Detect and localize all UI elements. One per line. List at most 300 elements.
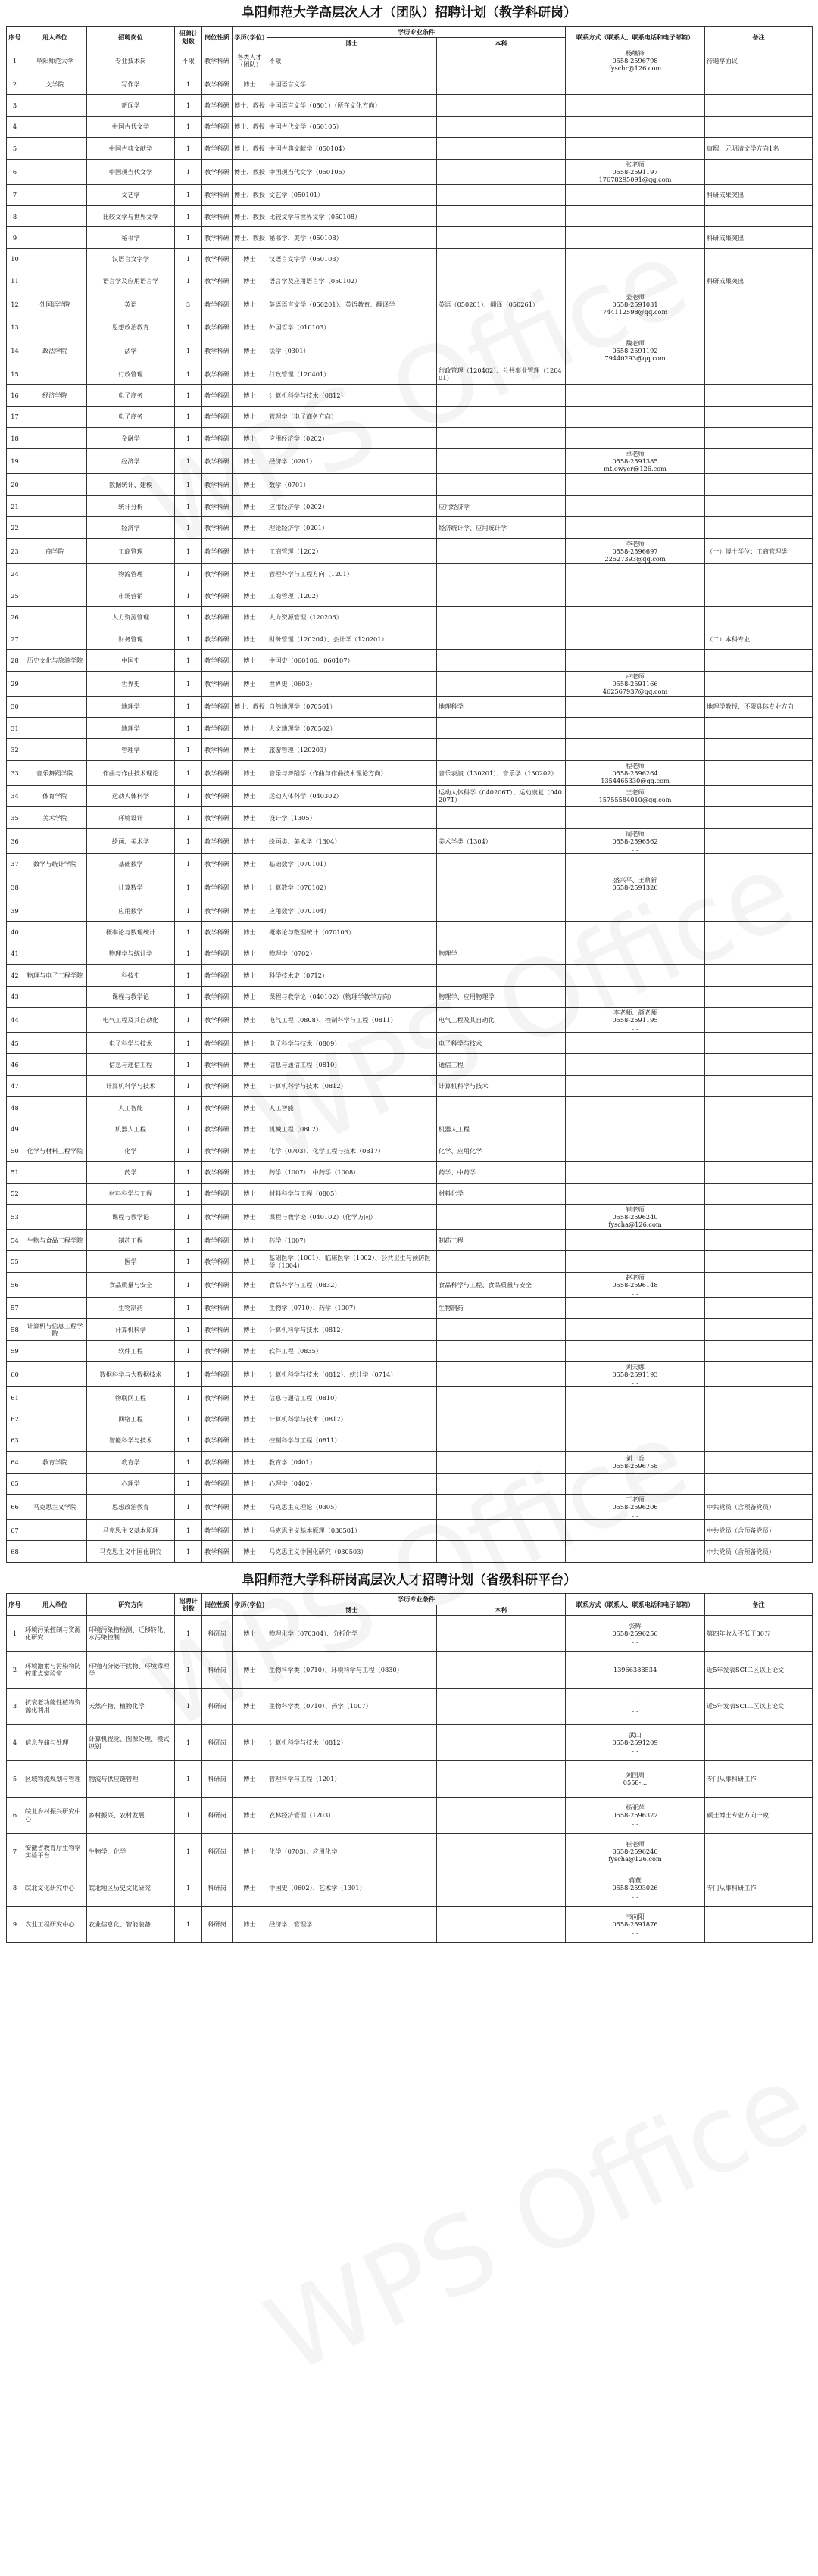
cell-direction: 天然产物、植物化学 — [87, 1688, 175, 1724]
cell-bachelor-major — [437, 184, 566, 205]
table-row — [7, 1032, 813, 1053]
cell-remark — [705, 1032, 813, 1053]
cell-contact — [566, 965, 705, 986]
cell-nature: 教学科研 — [202, 1386, 233, 1408]
cell-remark: 康熙、元明清文学方向1名 — [705, 138, 813, 159]
cell-unit — [23, 270, 87, 292]
cell-degree: 博士 — [233, 1162, 267, 1183]
cell-degree: 博士 — [233, 760, 267, 785]
cell-bachelor-major — [437, 965, 566, 986]
cell-contact — [566, 650, 705, 671]
cell-contact: 杨继锋 0558-2596798 fyschr@126.com — [566, 48, 705, 73]
cell-phd-major: 应用经济学（0202） — [267, 428, 437, 449]
cell-unit — [23, 138, 87, 159]
cell-nature: 教学科研 — [202, 717, 233, 738]
table-row — [7, 538, 813, 563]
table-row — [7, 1870, 813, 1906]
cell-post: 教育学 — [87, 1452, 175, 1473]
cell-unit: 数学与统计学院 — [23, 853, 87, 875]
cell-unit — [23, 1205, 87, 1230]
table-row — [7, 270, 813, 292]
cell-bachelor-major — [437, 739, 566, 760]
cell-nature: 教学科研 — [202, 116, 233, 137]
header-unit: 用人单位 — [23, 1593, 87, 1615]
cell-seq: 63 — [7, 1430, 23, 1451]
cell-phd-major: 马克思主义理论（0305） — [267, 1494, 437, 1519]
table-row — [7, 1473, 813, 1494]
cell-phd-major: 设计学（1305） — [267, 807, 437, 828]
table-row — [7, 1340, 813, 1361]
cell-contact: 张辉 0558-2596256 ... — [566, 1615, 705, 1651]
header-remark: 备注 — [705, 1593, 813, 1615]
cell-count: 1 — [175, 1361, 202, 1386]
table-row — [7, 965, 813, 986]
cell-unit — [23, 875, 87, 900]
cell-degree: 博士 — [233, 1007, 267, 1032]
cell-post: 电气工程及其自动化 — [87, 1007, 175, 1032]
cell-phd-major: 食品科学与工程（0832） — [267, 1272, 437, 1297]
cell-post: 生物制药 — [87, 1297, 175, 1318]
cell-post: 思想政治教育 — [87, 317, 175, 338]
cell-bachelor-major — [437, 116, 566, 137]
cell-phd-major: 生物学（0710）、药学（1007） — [267, 1297, 437, 1318]
cell-unit — [23, 922, 87, 943]
cell-count: 1 — [175, 1054, 202, 1075]
cell-unit: 安徽省教育厅生物学实验平台 — [23, 1833, 87, 1870]
table-row — [7, 449, 813, 474]
cell-count: 1 — [175, 184, 202, 205]
cell-bachelor-major — [437, 317, 566, 338]
cell-contact: 卓老师 0558-2591385 mtlowyer@126.com — [566, 449, 705, 474]
cell-nature: 教学科研 — [202, 650, 233, 671]
cell-phd-major: 中国古代文学（050105） — [267, 116, 437, 137]
cell-post: 机器人工程 — [87, 1118, 175, 1140]
cell-phd-major: 化学（0703）、化学工程与技术（0817） — [267, 1140, 437, 1161]
cell-bachelor-major — [437, 48, 566, 73]
cell-post: 思想政治教育 — [87, 1494, 175, 1519]
cell-degree: 博士 — [233, 1140, 267, 1161]
cell-unit — [23, 1097, 87, 1118]
cell-bachelor-major: 计算机科学与技术 — [437, 1075, 566, 1096]
research-post-table — [6, 1593, 813, 1943]
cell-seq: 8 — [7, 1870, 23, 1906]
cell-contact: 赵老师 0558-2596148 ... — [566, 1272, 705, 1297]
cell-contact — [566, 1183, 705, 1204]
cell-remark — [705, 853, 813, 875]
cell-remark — [705, 449, 813, 474]
cell-remark: 专门从事科研工作 — [705, 1760, 813, 1797]
table-row — [7, 1452, 813, 1473]
cell-remark — [705, 73, 813, 95]
cell-post: 新闻学 — [87, 95, 175, 116]
cell-bachelor-major — [437, 1519, 566, 1540]
cell-count: 1 — [175, 717, 202, 738]
cell-remark — [705, 406, 813, 427]
cell-contact — [566, 986, 705, 1007]
cell-remark — [705, 116, 813, 137]
cell-bachelor-major — [437, 1473, 566, 1494]
cell-nature: 教学科研 — [202, 760, 233, 785]
cell-phd-major: 电气工程（0808）、控制科学与工程（0811） — [267, 1007, 437, 1032]
cell-post: 市场营销 — [87, 585, 175, 607]
cell-phd-major: 信息与通信工程（0810） — [267, 1054, 437, 1075]
cell-count: 1 — [175, 1386, 202, 1408]
cell-unit — [23, 1075, 87, 1096]
cell-post: 管理学 — [87, 739, 175, 760]
cell-seq: 43 — [7, 986, 23, 1007]
cell-contact — [566, 1118, 705, 1140]
cell-seq: 34 — [7, 785, 23, 806]
cell-contact: 刘国周 0558-... — [566, 1760, 705, 1797]
cell-unit: 化学与材料工程学院 — [23, 1140, 87, 1161]
cell-contact: 卢老师 0558-2591166 462567937@qq.com — [566, 671, 705, 696]
cell-degree: 博士 — [233, 943, 267, 964]
cell-phd-major: 行政管理（120401） — [267, 363, 437, 384]
cell-nature: 教学科研 — [202, 1340, 233, 1361]
cell-nature: 科研岗 — [202, 1688, 233, 1724]
cell-count: 1 — [175, 943, 202, 964]
cell-nature: 科研岗 — [202, 1870, 233, 1906]
cell-seq: 15 — [7, 363, 23, 384]
cell-count: 1 — [175, 696, 202, 717]
cell-count: 1 — [175, 1760, 202, 1797]
header-count: 招聘计划数 — [175, 27, 202, 48]
cell-count: 1 — [175, 95, 202, 116]
header-post: 招聘岗位 — [87, 27, 175, 48]
cell-seq: 24 — [7, 563, 23, 585]
header-major: 学历专业条件 — [267, 27, 566, 38]
cell-seq: 3 — [7, 1688, 23, 1724]
cell-remark — [705, 585, 813, 607]
cell-degree: 博士 — [233, 807, 267, 828]
cell-count: 1 — [175, 922, 202, 943]
table-row — [7, 807, 813, 828]
cell-direction: 计算机视觉、图像处理、模式识别 — [87, 1724, 175, 1760]
cell-bachelor-major — [437, 270, 566, 292]
cell-nature: 教学科研 — [202, 292, 233, 317]
cell-remark: 硕士博士专业方向一致 — [705, 1797, 813, 1833]
cell-post: 人工智能 — [87, 1097, 175, 1118]
cell-unit — [23, 406, 87, 427]
cell-bachelor-major — [437, 875, 566, 900]
cell-unit — [23, 317, 87, 338]
cell-seq: 4 — [7, 1724, 23, 1760]
cell-phd-major: 化学（0703）、应用化学 — [267, 1833, 437, 1870]
cell-post: 电子商务 — [87, 406, 175, 427]
cell-contact — [566, 607, 705, 628]
cell-phd-major: 人文地理学（070502） — [267, 717, 437, 738]
cell-count: 1 — [175, 538, 202, 563]
cell-unit — [23, 1183, 87, 1204]
cell-remark — [705, 1386, 813, 1408]
cell-bachelor-major — [437, 1760, 566, 1797]
cell-remark — [705, 1118, 813, 1140]
cell-phd-major: 概率论与数理统计（070103） — [267, 922, 437, 943]
cell-seq: 4 — [7, 116, 23, 137]
cell-phd-major: 农林经济管理（1203） — [267, 1797, 437, 1833]
cell-bachelor-major — [437, 1430, 566, 1451]
cell-count: 1 — [175, 1205, 202, 1230]
cell-degree: 博士、教授 — [233, 116, 267, 137]
cell-count: 1 — [175, 1340, 202, 1361]
cell-nature: 教学科研 — [202, 449, 233, 474]
cell-degree: 博士 — [233, 538, 267, 563]
cell-remark — [705, 760, 813, 785]
cell-nature: 教学科研 — [202, 922, 233, 943]
cell-post: 地理学 — [87, 696, 175, 717]
cell-phd-major: 比较文学与世界文学（050108） — [267, 205, 437, 226]
cell-contact — [566, 628, 705, 649]
cell-post: 语言学及应用语言学 — [87, 270, 175, 292]
cell-contact: 韦向阳 0558-2591876 ... — [566, 1906, 705, 1942]
cell-remark — [705, 1272, 813, 1297]
cell-nature: 教学科研 — [202, 1075, 233, 1096]
cell-degree: 博士 — [233, 585, 267, 607]
cell-unit — [23, 449, 87, 474]
cell-phd-major: 计算机科学与技术（0812） — [267, 1408, 437, 1430]
cell-remark: （一）博士学位：工商管理类 — [705, 538, 813, 563]
cell-phd-major: 机械工程（0802） — [267, 1118, 437, 1140]
cell-count: 1 — [175, 760, 202, 785]
cell-remark — [705, 1054, 813, 1075]
cell-bachelor-major — [437, 807, 566, 828]
cell-unit — [23, 739, 87, 760]
cell-phd-major: 英语语言文学（050201）、英语教育、翻译学 — [267, 292, 437, 317]
cell-nature: 教学科研 — [202, 428, 233, 449]
cell-nature: 科研岗 — [202, 1724, 233, 1760]
cell-seq: 17 — [7, 406, 23, 427]
cell-degree: 博士 — [233, 607, 267, 628]
cell-unit — [23, 1054, 87, 1075]
cell-nature: 教学科研 — [202, 628, 233, 649]
cell-degree: 博士 — [233, 1688, 267, 1724]
cell-post: 物联网工程 — [87, 1386, 175, 1408]
cell-contact — [566, 95, 705, 116]
cell-nature: 教学科研 — [202, 1519, 233, 1540]
cell-count: 1 — [175, 1118, 202, 1140]
table-row — [7, 184, 813, 205]
cell-nature: 教学科研 — [202, 1183, 233, 1204]
cell-phd-major: 旅游管理（120203） — [267, 739, 437, 760]
cell-nature: 教学科研 — [202, 1452, 233, 1473]
cell-degree: 博士 — [233, 650, 267, 671]
cell-remark — [705, 385, 813, 406]
cell-seq: 10 — [7, 248, 23, 270]
cell-remark — [705, 785, 813, 806]
cell-unit: 生物与食品工程学院 — [23, 1230, 87, 1251]
cell-degree: 博士 — [233, 1473, 267, 1494]
cell-seq: 42 — [7, 965, 23, 986]
cell-phd-major: 外国哲学（010103） — [267, 317, 437, 338]
cell-direction: 环境污染物检测、迁移转化、水污染控制 — [87, 1615, 175, 1651]
cell-phd-major: 药学（1007） — [267, 1230, 437, 1251]
cell-count: 1 — [175, 650, 202, 671]
cell-post: 中国现当代文学 — [87, 159, 175, 184]
cell-count: 1 — [175, 73, 202, 95]
cell-count: 1 — [175, 317, 202, 338]
cell-degree: 博士 — [233, 785, 267, 806]
cell-post: 制药工程 — [87, 1230, 175, 1251]
cell-remark — [705, 1340, 813, 1361]
cell-remark — [705, 986, 813, 1007]
cell-remark — [705, 943, 813, 964]
cell-degree: 博士 — [233, 428, 267, 449]
cell-seq: 28 — [7, 650, 23, 671]
cell-nature: 教学科研 — [202, 853, 233, 875]
table-row — [7, 1319, 813, 1340]
cell-phd-major: 工商管理（1202） — [267, 538, 437, 563]
cell-nature: 教学科研 — [202, 1140, 233, 1161]
cell-contact: 王老师 15755584010@qq.com — [566, 785, 705, 806]
cell-degree: 各类人才（团队） — [233, 48, 267, 73]
cell-unit — [23, 1361, 87, 1386]
cell-degree: 博士、教授 — [233, 227, 267, 248]
cell-seq: 57 — [7, 1297, 23, 1318]
cell-nature: 教学科研 — [202, 1473, 233, 1494]
cell-phd-major: 教育学（0401） — [267, 1452, 437, 1473]
cell-phd-major: 法学（0301） — [267, 338, 437, 363]
header-remark: 备注 — [705, 27, 813, 48]
cell-count: 1 — [175, 585, 202, 607]
cell-bachelor-major — [437, 585, 566, 607]
cell-contact — [566, 1032, 705, 1053]
cell-bachelor-major: 行政管理（120402）、公共事业管理（120401） — [437, 363, 566, 384]
cell-contact — [566, 1408, 705, 1430]
cell-count: 1 — [175, 116, 202, 137]
cell-bachelor-major — [437, 1408, 566, 1430]
cell-bachelor-major — [437, 717, 566, 738]
cell-nature: 教学科研 — [202, 1272, 233, 1297]
cell-nature: 教学科研 — [202, 270, 233, 292]
cell-post: 医学 — [87, 1251, 175, 1272]
cell-bachelor-major — [437, 1651, 566, 1688]
cell-count: 1 — [175, 338, 202, 363]
cell-count: 1 — [175, 628, 202, 649]
cell-nature: 教学科研 — [202, 538, 233, 563]
cell-phd-major: 药学（1007）、中药学（1008） — [267, 1162, 437, 1183]
cell-count: 1 — [175, 1097, 202, 1118]
cell-bachelor-major — [437, 73, 566, 95]
cell-count: 1 — [175, 875, 202, 900]
page-title: 阜阳师范大学高层次人才（团队）招聘计划（教学科研岗） — [242, 5, 576, 20]
cell-contact — [566, 138, 705, 159]
cell-unit: 环境污染控制与资源化研究 — [23, 1615, 87, 1651]
table-row — [7, 1906, 813, 1942]
cell-bachelor-major — [437, 1797, 566, 1833]
cell-nature: 教学科研 — [202, 785, 233, 806]
cell-degree: 博士 — [233, 385, 267, 406]
cell-degree: 博士、教授 — [233, 138, 267, 159]
cell-unit — [23, 248, 87, 270]
cell-contact: 张老师 0558-2591197 17678295091@qq.com — [566, 159, 705, 184]
cell-count: 1 — [175, 807, 202, 828]
cell-unit — [23, 517, 87, 538]
cell-seq: 18 — [7, 428, 23, 449]
cell-bachelor-major — [437, 628, 566, 649]
cell-remark — [705, 965, 813, 986]
cell-degree: 博士 — [233, 1494, 267, 1519]
cell-remark: 待遇享面议 — [705, 48, 813, 73]
table-row — [7, 1541, 813, 1562]
cell-contact: 王老师 0558-2596206 ... — [566, 1494, 705, 1519]
cell-seq: 29 — [7, 671, 23, 696]
cell-phd-major: 人力资源管理（120206） — [267, 607, 437, 628]
table-row — [7, 696, 813, 717]
cell-bachelor-major — [437, 227, 566, 248]
cell-nature: 科研岗 — [202, 1615, 233, 1651]
table-row — [7, 585, 813, 607]
table-row — [7, 1797, 813, 1833]
cell-remark — [705, 517, 813, 538]
cell-degree: 博士 — [233, 1340, 267, 1361]
cell-contact — [566, 943, 705, 964]
cell-contact — [566, 1340, 705, 1361]
cell-phd-major: 中国古典文献学（050104） — [267, 138, 437, 159]
table-row — [7, 338, 813, 363]
cell-bachelor-major — [437, 449, 566, 474]
cell-post: 经济学 — [87, 517, 175, 538]
table-row — [7, 292, 813, 317]
cell-post: 软件工程 — [87, 1340, 175, 1361]
cell-contact — [566, 270, 705, 292]
cell-contact — [566, 1473, 705, 1494]
cell-nature: 科研岗 — [202, 1797, 233, 1833]
cell-bachelor-major — [437, 385, 566, 406]
table-row — [7, 1272, 813, 1297]
cell-seq: 12 — [7, 292, 23, 317]
table-row — [7, 248, 813, 270]
table-row — [7, 875, 813, 900]
cell-unit: 经济学院 — [23, 385, 87, 406]
cell-nature: 教学科研 — [202, 1361, 233, 1386]
cell-bachelor-major — [437, 1386, 566, 1408]
cell-unit — [23, 563, 87, 585]
cell-contact: 刘士兵 0558-2596758 — [566, 1452, 705, 1473]
cell-degree: 博士 — [233, 1361, 267, 1386]
cell-unit: 农业工程研究中心 — [23, 1906, 87, 1942]
table-row — [7, 717, 813, 738]
cell-remark: （二）本科专业 — [705, 628, 813, 649]
table-row — [7, 73, 813, 95]
cell-degree: 博士 — [233, 363, 267, 384]
cell-count: 1 — [175, 1230, 202, 1251]
cell-seq: 41 — [7, 943, 23, 964]
cell-unit: 教育学院 — [23, 1452, 87, 1473]
table-row — [7, 1140, 813, 1161]
cell-phd-major: 马克思主义基本原理（030501） — [267, 1519, 437, 1540]
cell-contact: 魏老师 0558-2591192 79440293@qq.com — [566, 338, 705, 363]
cell-degree: 博士 — [233, 1833, 267, 1870]
cell-phd-major: 不限 — [267, 48, 437, 73]
cell-contact: ... 13966388534 ... — [566, 1651, 705, 1688]
cell-nature: 教学科研 — [202, 965, 233, 986]
cell-phd-major: 马克思主义中国化研究（030503） — [267, 1541, 437, 1562]
cell-contact — [566, 563, 705, 585]
table-row — [7, 48, 813, 73]
header-nature: 岗位性质 — [202, 27, 233, 48]
cell-phd-major: 基础医学（1001）、临床医学（1002）、公共卫生与预防医学（1004） — [267, 1251, 437, 1272]
cell-count: 1 — [175, 227, 202, 248]
cell-nature: 科研岗 — [202, 1906, 233, 1942]
cell-seq: 35 — [7, 807, 23, 828]
table-row — [7, 785, 813, 806]
cell-contact — [566, 807, 705, 828]
cell-nature: 教学科研 — [202, 739, 233, 760]
table-row — [7, 363, 813, 384]
cell-seq: 40 — [7, 922, 23, 943]
cell-remark — [705, 828, 813, 853]
cell-post: 地理学 — [87, 717, 175, 738]
